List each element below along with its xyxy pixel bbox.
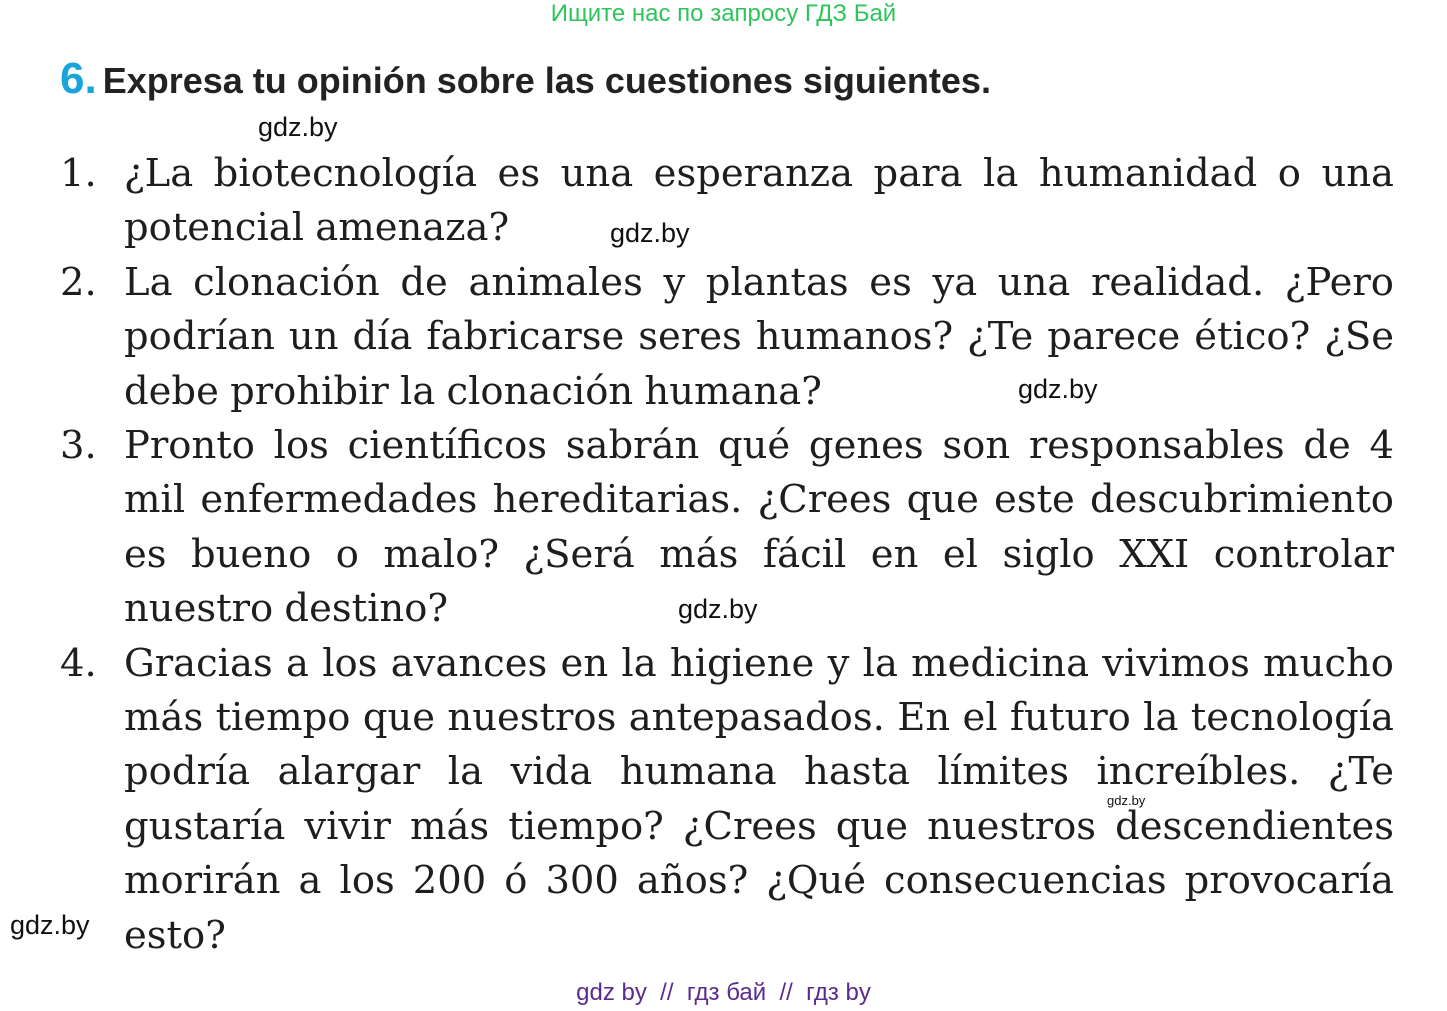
question-item [58, 256, 1394, 419]
question-text: La clonación de animales y plantas es ya una realidad. ¿Pero podrían un día fabricarse seres humanos? ¿Te parece ético? ¿Se debe prohibir la clonación humana? [124, 259, 1394, 414]
exercise-heading [60, 54, 991, 104]
question-number: 1. [60, 151, 97, 196]
watermark: gdz.by [1107, 793, 1146, 808]
question-text: Pronto los científicos sabrán qué genes son responsables de 4 mil enfermedades hereditarias. ¿Crees que este descubrimiento es bueno o malo? ¿Será más fácil en el siglo XXI controlar nuestro destino? [124, 423, 1394, 632]
question-number: 2. [60, 259, 97, 305]
question-item [58, 147, 1394, 256]
watermark: gdz.by [610, 218, 690, 248]
watermark: gdz.by [678, 594, 758, 624]
question-text: ¿La biotecnología es una esperanza para la humanidad o una potencial amenaza? [124, 151, 1394, 251]
question-number: 4. [60, 640, 97, 686]
search-hint-banner: Ищите нас по запросу ГДЗ Бай [550, 0, 897, 27]
exercise-number: 6. [60, 54, 97, 103]
exercise-title: Expresa tu opinión sobre las cuestiones siguientes. [102, 60, 991, 101]
question-list [58, 147, 1394, 963]
watermark: gdz.by [10, 910, 90, 940]
watermark: gdz.by [258, 112, 338, 142]
watermark: gdz.by [1018, 374, 1098, 404]
question-item [58, 637, 1394, 963]
question-text: Gracias a los avances en la higiene y la medicina vivimos mucho más tiempo que nuestros antepasados. En el futuro la tecnología podría alargar la vida humana hasta límites increíbles. ¿Te gustaría vivir más tiempo? ¿Crees que nuestros descendientes morirán a los 200 ó 300 años? ¿Qué consecuencias provocaría esto? [124, 640, 1394, 958]
site-footer: gdz by // гдз бай // гдз by [576, 979, 871, 1006]
question-number: 3. [60, 423, 97, 469]
